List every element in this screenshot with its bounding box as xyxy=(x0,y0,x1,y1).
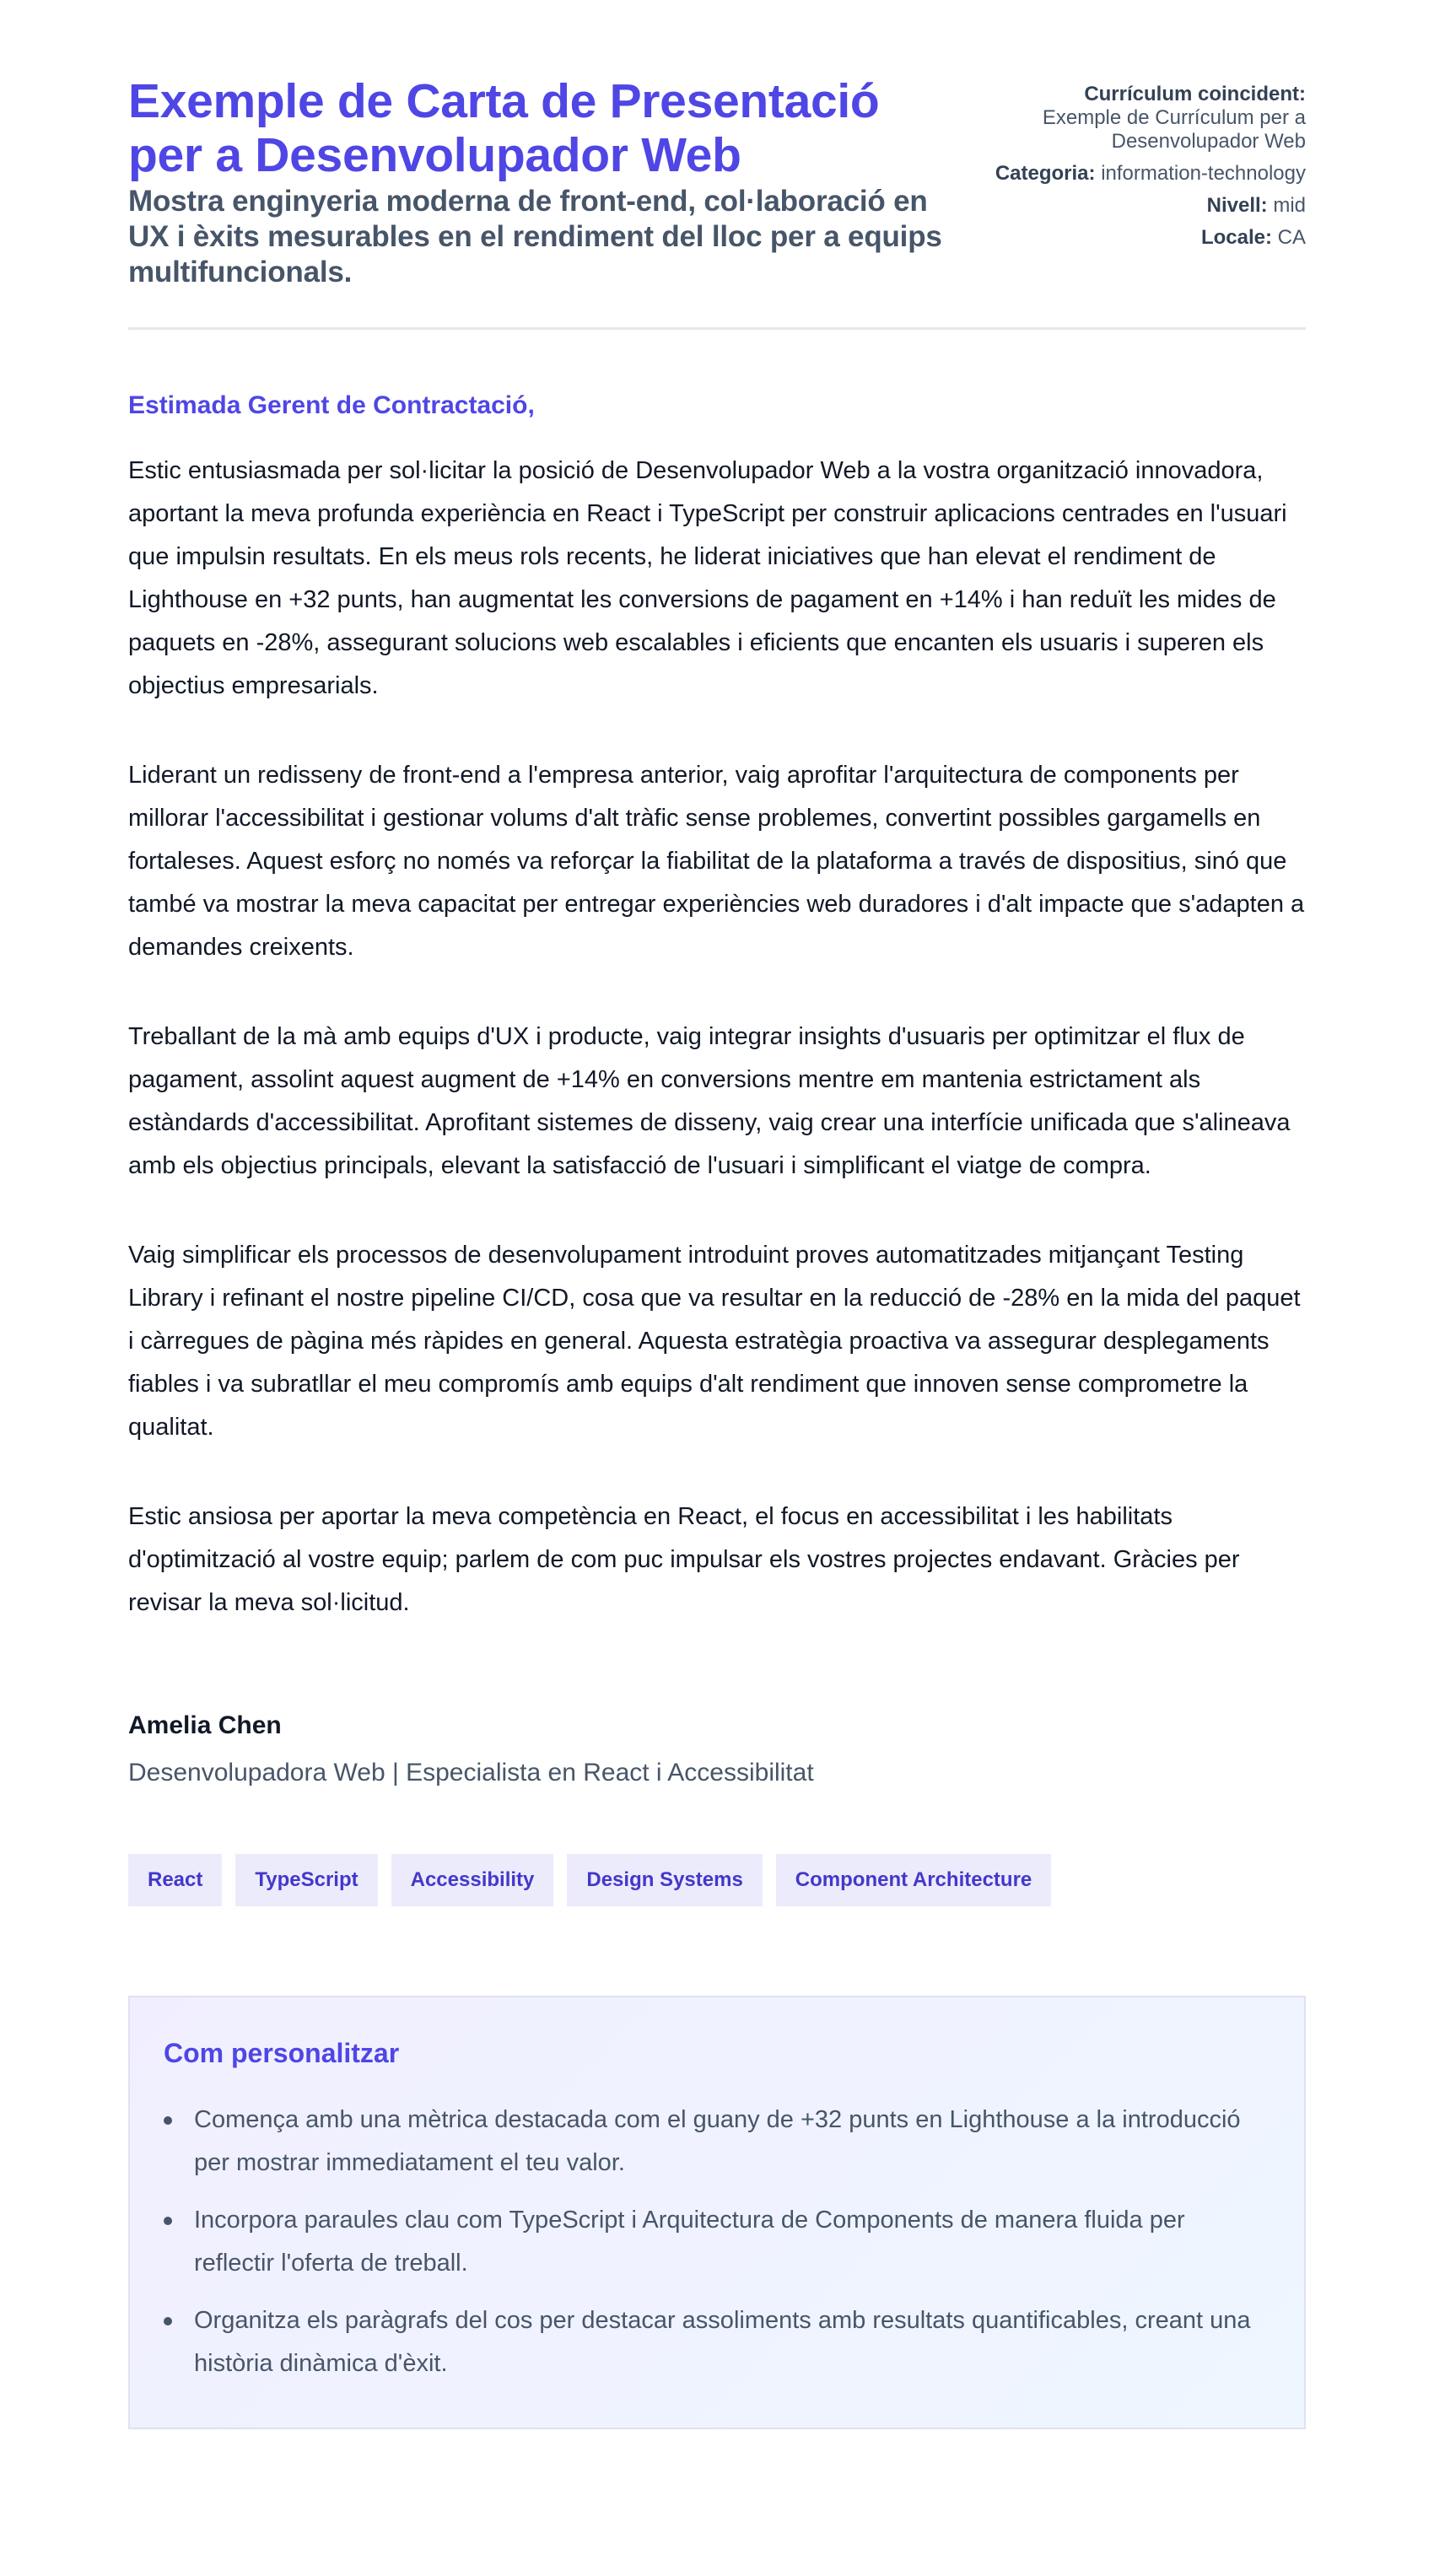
letter-paragraph: Vaig simplificar els processos de desenvolupament introduint proves automatitzades mitjançant Testing Library i refinant el nostre pipeline CI/CD, cosa que va resultar en la reducció de -28% en la mida del paquet i càrregues de pàgina més ràpides en general. Aquesta estratègia proactiva va assegurar desplegaments fiables i va subratllar el meu compromís amb equips d'alt rendiment que innoven sense comprometre la qualitat. xyxy=(128,1242,1301,1441)
signature-name: Amelia Chen xyxy=(128,1711,282,1739)
bullet-icon xyxy=(164,2217,172,2225)
tip-text: Incorpora paraules clau com TypeScript i Arquitectura de Components de manera fluida per reflectir l'oferta de treball. xyxy=(194,2207,1185,2277)
letter-paragraph: Treballant de la mà amb equips d'UX i producte, vaig integrar insights d'usuaris per optimitzar el flux de pagament, assolint aquest augment de +14% en conversions mentre em mantenia estrictament als estàndards d'accessibilitat. Aprofitant sistemes de disseny, vaig crear una interfície unificada que s'alineava amb els objectius principals, elevant la satisfacció de l'usuari i simplificant el viatge de compra. xyxy=(128,1023,1291,1179)
tag-typescript[interactable]: TypeScript xyxy=(235,1854,377,1906)
meta-value: CA xyxy=(1277,226,1306,249)
meta-locale xyxy=(994,226,1306,250)
tips-list xyxy=(164,2099,1270,2385)
letter-body xyxy=(128,389,1306,1625)
tag-component-architecture[interactable]: Component Architecture xyxy=(776,1854,1051,1906)
letter-paragraph: Liderant un redisseny de front-end a l'empresa anterior, vaig aprofitar l'arquitectura de components per millorar l'accessibilitat i gestionar volums d'alt tràfic sense problemes, convertint possibles gargamells en fortaleses. Aquest esforç no només va reforçar la fiabilitat de la plataforma a través de dispositius, sinó que també va mostrar la meva capacitat per entregar experiències web duradores i d'alt impacte que s'adapten a demandes creixents. xyxy=(128,762,1305,961)
signature-title: Desenvolupadora Web | Especialista en React i Accessibilitat xyxy=(128,1759,814,1786)
meta-value: Exemple de Currículum per a Desenvolupador Web xyxy=(1042,106,1306,153)
tag-accessibility[interactable]: Accessibility xyxy=(391,1854,554,1906)
tip-text: Organitza els paràgrafs del cos per destacar assoliments amb resultats quantificables, creant una història dinàmica d'èxit. xyxy=(194,2307,1251,2377)
bullet-icon xyxy=(164,2317,172,2325)
salutation: Estimada Gerent de Contractació, xyxy=(128,391,535,419)
tip-item xyxy=(164,2099,1270,2185)
tag-design-systems[interactable]: Design Systems xyxy=(567,1854,762,1906)
meta-label: Currículum coincident: xyxy=(1084,83,1306,105)
signature-block xyxy=(128,1709,1306,1790)
letter-paragraph: Estic ansiosa per aportar la meva competència en React, el focus en accessibilitat i les habilitats d'optimització al vostre equip; parlem de com puc impulsar els vostres projectes endavant. Gràcies per revisar la meva sol·licitud. xyxy=(128,1503,1240,1616)
meta-label: Nivell: xyxy=(1206,194,1268,217)
meta-value: mid xyxy=(1273,194,1306,217)
page-subtitle: Mostra enginyeria moderna de front-end, col·laboració en UX i èxits mesurables en el rendiment del lloc per a equips multifuncionals. xyxy=(128,185,942,288)
meta-label: Locale: xyxy=(1200,226,1272,249)
bullet-icon xyxy=(164,2116,172,2125)
skill-tags xyxy=(128,1854,1306,1906)
metadata-panel xyxy=(994,74,1306,258)
meta-label: Categoria: xyxy=(995,162,1096,185)
meta-matching-resume xyxy=(994,83,1306,154)
header-titles xyxy=(128,74,955,290)
page-header xyxy=(128,74,1306,330)
tips-title: Com personalitzar xyxy=(164,2038,400,2068)
tip-item xyxy=(164,2199,1270,2285)
letter-paragraph: Estic entusiasmada per sol·licitar la posició de Desenvolupador Web a la vostra organització innovadora, aportant la meva profunda experiència en React i TypeScript per construir aplicacions centrades en l'usuari que impulsin resultats. En els meus rols recents, he liderat iniciatives que han elevat el rendiment de Lighthouse en +32 punts, han augmentat les conversions de pagament en +14% i han reduït les mides de paquets en -28%, assegurant solucions web escalables i eficients que encanten els usuaris i superen els objectius empresarials. xyxy=(128,457,1287,699)
tag-react[interactable]: React xyxy=(128,1854,222,1906)
tip-text: Comença amb una mètrica destacada com el guany de +32 punts en Lighthouse a la introducció per mostrar immediatament el teu valor. xyxy=(194,2106,1241,2176)
letter-paragraphs xyxy=(128,450,1306,1625)
meta-level xyxy=(994,194,1306,218)
meta-category xyxy=(994,162,1306,186)
meta-value: information-technology xyxy=(1101,162,1306,185)
customization-tips-box xyxy=(128,1996,1306,2429)
page-title: Exemple de Carta de Presentació per a Desenvolupador Web xyxy=(128,74,880,182)
tip-item xyxy=(164,2299,1270,2385)
